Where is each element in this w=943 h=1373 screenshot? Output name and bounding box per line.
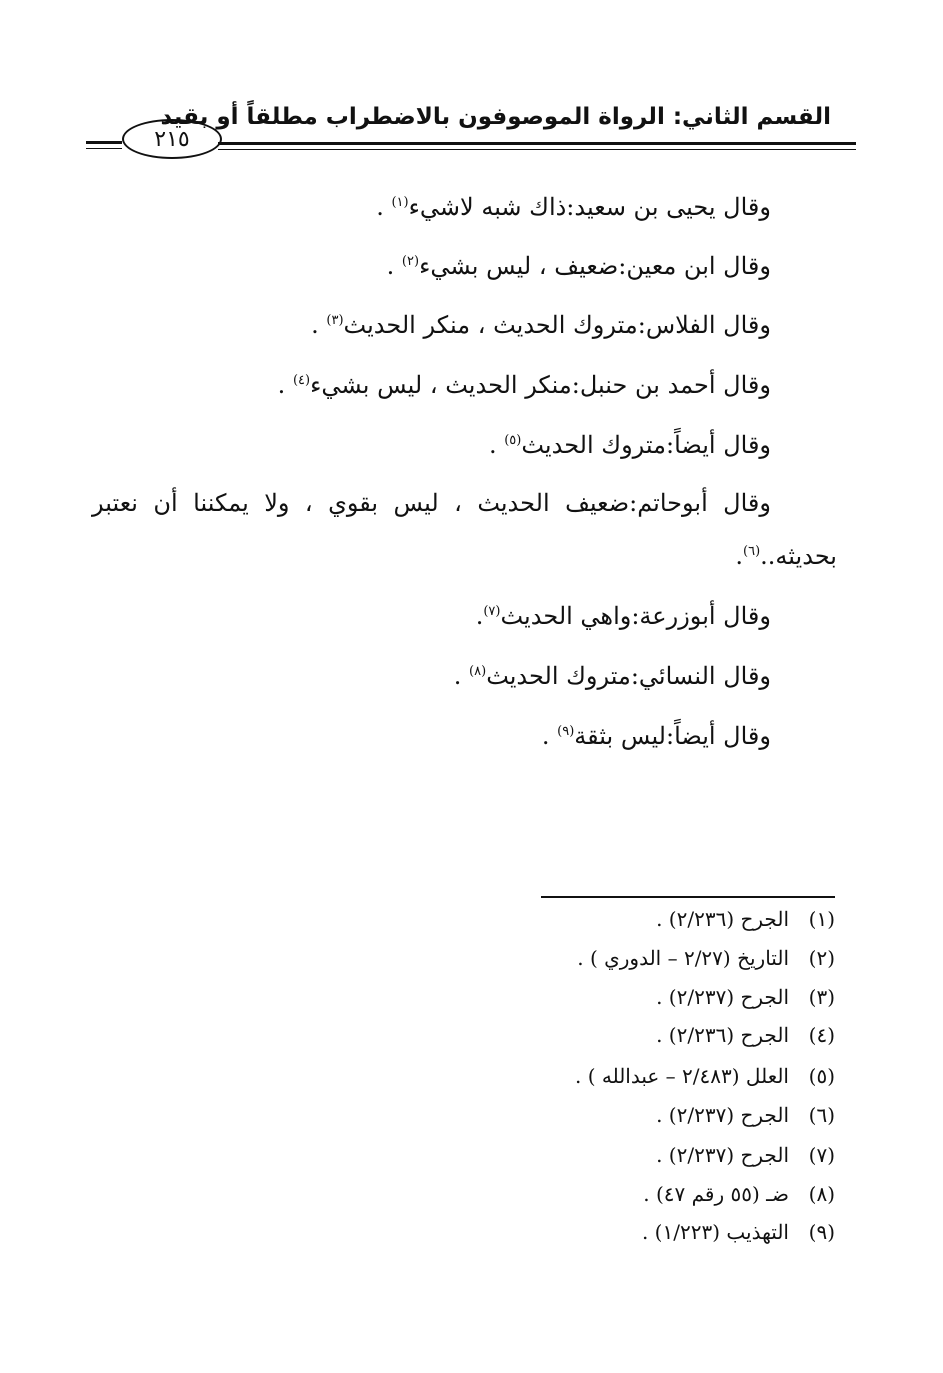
footnote-number: (٨)	[808, 1182, 835, 1206]
footnote-ref: (٧)	[483, 604, 501, 619]
header-rule-left	[86, 141, 122, 149]
page-number: ٢١٥	[154, 126, 190, 152]
body-line: وقال أبوزرعة:واهي الحديث$^{(٧)}$.	[475, 602, 771, 630]
footnote	[656, 906, 835, 932]
footnote-text: الجرح (٢/٢٣٧) .	[656, 985, 789, 1009]
footnote-number: (١)	[808, 907, 835, 931]
footnote-separator	[541, 896, 835, 898]
body-line: وقال أبوحاتم:ضعيف الحديث ، ليس بقوي ، ولا يمكننا أن نعتبر	[92, 489, 771, 517]
body-line: وقال أحمد بن حنبل:منكر الحديث ، ليس بشيء$^{(٤)}$ .	[277, 371, 771, 399]
footnote	[575, 1063, 835, 1089]
footnote	[656, 1102, 835, 1128]
footnote	[656, 984, 835, 1010]
footnote-text: العلل (٢/٤٨٣ – عبدالله ) .	[574, 1064, 789, 1088]
footnote-text: الجرح (٢/٢٣٦) .	[656, 1023, 789, 1047]
footnote-number: (٩)	[808, 1220, 835, 1244]
footnote-text: الجرح (٢/٢٣٧) .	[656, 1103, 789, 1127]
footnote-ref: (٥)	[504, 433, 522, 448]
footnote-ref: (٤)	[292, 373, 311, 388]
footnote	[577, 945, 835, 971]
footnote-number: (٧)	[808, 1143, 835, 1167]
body-line: بحديثه..$^{(٦)}$.	[735, 542, 837, 570]
footnote-text: الجرح (٢/٢٣٦) .	[656, 907, 789, 931]
page-number-oval	[122, 119, 222, 159]
footnote-text: ضـ (٥٥ رقم ٤٧) .	[643, 1182, 789, 1206]
body-line: وقال أيضاً:ليس بثقة$^{(٩)}$ .	[541, 722, 771, 750]
footnote-number: (٥)	[808, 1064, 835, 1088]
footnote-number: (٤)	[808, 1023, 835, 1047]
footnote-text: التاريخ (٢/٢٧ – الدوري ) .	[577, 946, 789, 970]
running-header-title: القسم الثاني: الرواة الموصوفون بالاضطراب مطلقاً أو بقيد	[160, 104, 831, 130]
footnote-ref: (٦)	[743, 544, 761, 559]
footnote-ref: (٩)	[557, 724, 575, 739]
body-line: وقال يحيى بن سعيد:ذاك شبه لاشيء$^{(١)}$ .	[376, 193, 771, 221]
body-line: وقال الفلاس:متروك الحديث ، منكر الحديث$^{(٣)}$ .	[311, 311, 771, 339]
footnote-ref: (١)	[391, 195, 409, 210]
footnote-ref: (٣)	[326, 313, 344, 328]
body-line: وقال ابن معين:ضعيف ، ليس بشيء$^{(٢)}$ .	[386, 252, 771, 280]
footnote-ref: (٢)	[401, 254, 420, 269]
footnote	[643, 1181, 835, 1207]
header-rule	[218, 142, 856, 150]
body-line: وقال النسائي:متروك الحديث$^{(٨)}$ .	[453, 662, 771, 690]
footnote-text: الجرح (٢/٢٣٧) .	[656, 1143, 789, 1167]
footnote	[642, 1219, 835, 1245]
footnote-number: (٦)	[808, 1103, 835, 1127]
footnote	[656, 1142, 835, 1168]
footnote-number: (٣)	[808, 985, 835, 1009]
footnote-ref: (٨)	[469, 664, 487, 679]
footnote-text: التهذيب (١/٢٢٣) .	[641, 1220, 789, 1244]
footnote-number: (٢)	[808, 946, 835, 970]
footnote	[656, 1022, 835, 1048]
body-line: وقال أيضاً:متروك الحديث$^{(٥)}$ .	[488, 431, 771, 459]
